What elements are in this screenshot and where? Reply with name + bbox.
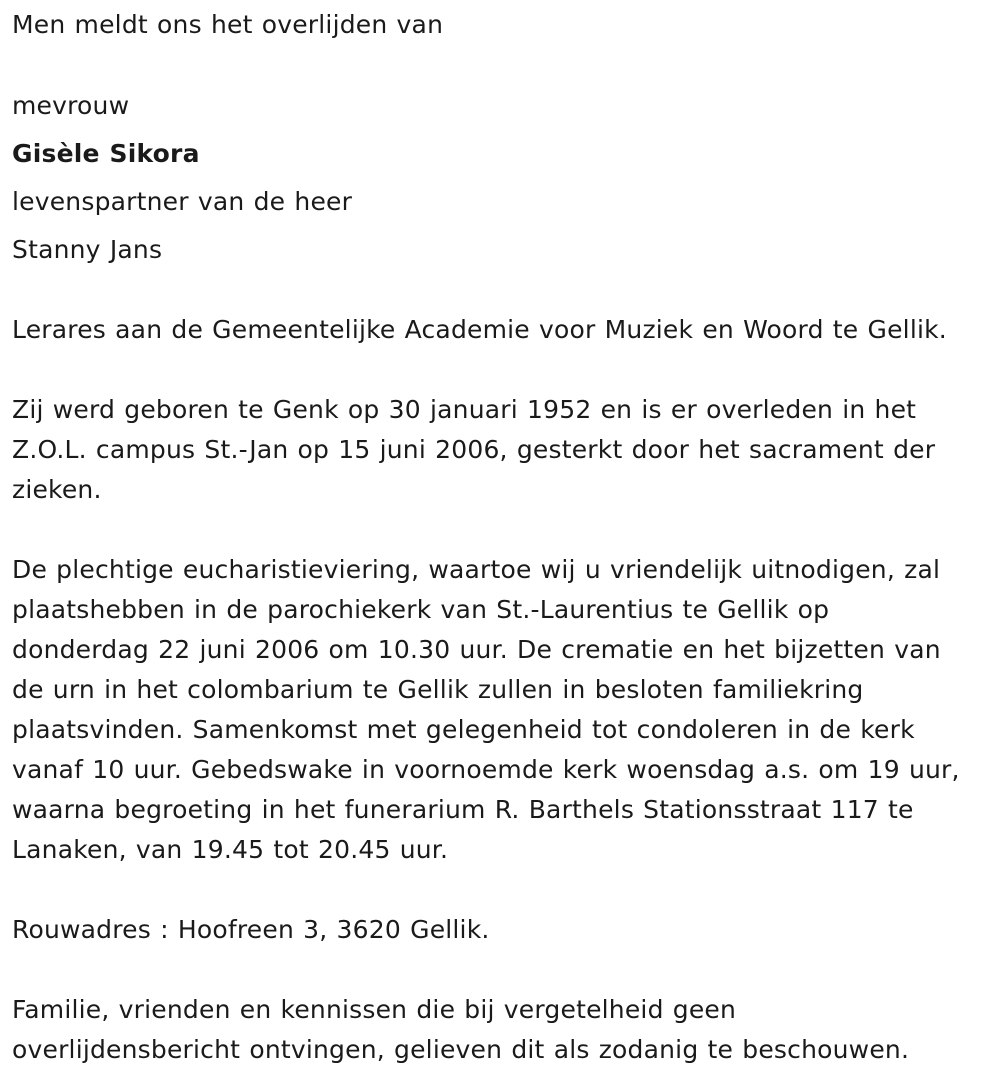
paragraph-line: de urn in het colombarium te Gellik zullen in besloten familiekring (12, 675, 864, 704)
birth-death-paragraph (12, 390, 992, 510)
honorific: mevrouw (12, 91, 130, 120)
paragraph-line: De plechtige eucharistieviering, waartoe wij u vriendelijk uitnodigen, zal (12, 555, 941, 584)
paragraph-line: Z.O.L. campus St.-Jan op 15 juni 2006, gesterkt door het sacrament der (12, 435, 936, 464)
paragraph-line: waarna begroeting in het funerarium R. Barthels Stationsstraat 117 te (12, 795, 914, 824)
paragraph-line: Zij werd geboren te Genk op 30 januari 1952 en is er overleden in het (12, 395, 917, 424)
paragraph-line: Familie, vrienden en kennissen die bij vergetelheid geen (12, 995, 737, 1024)
paragraph-line: vanaf 10 uur. Gebedswake in voornoemde kerk woensdag a.s. om 19 uur, (12, 755, 960, 784)
paragraph-line: Lanaken, van 19.45 tot 20.45 uur. (12, 835, 449, 864)
mourning-address: Rouwadres : Hoofreen 3, 3620 Gellik. (12, 915, 490, 944)
deceased-name: Gisèle Sikora (12, 139, 200, 168)
partner-name: Stanny Jans (12, 235, 163, 264)
occupation-line: Lerares aan de Gemeentelijke Academie voor Muziek en Woord te Gellik. (12, 315, 947, 344)
paragraph-line: donderdag 22 juni 2006 om 10.30 uur. De crematie en het bijzetten van (12, 635, 941, 664)
paragraph-line: plaatsvinden. Samenkomst met gelegenheid tot condoleren in de kerk (12, 715, 915, 744)
intro-line: Men meldt ons het overlijden van (12, 10, 444, 39)
paragraph-line: overlijdensbericht ontvingen, gelieven dit als zodanig te beschouwen. (12, 1035, 910, 1064)
paragraph-line: plaatshebben in de parochiekerk van St.-Laurentius te Gellik op (12, 595, 830, 624)
paragraph-line: zieken. (12, 475, 102, 504)
relation-line: levenspartner van de heer (12, 187, 353, 216)
ceremony-paragraph (12, 550, 992, 870)
death-notice (12, 0, 992, 1070)
closing-paragraph (12, 990, 992, 1070)
